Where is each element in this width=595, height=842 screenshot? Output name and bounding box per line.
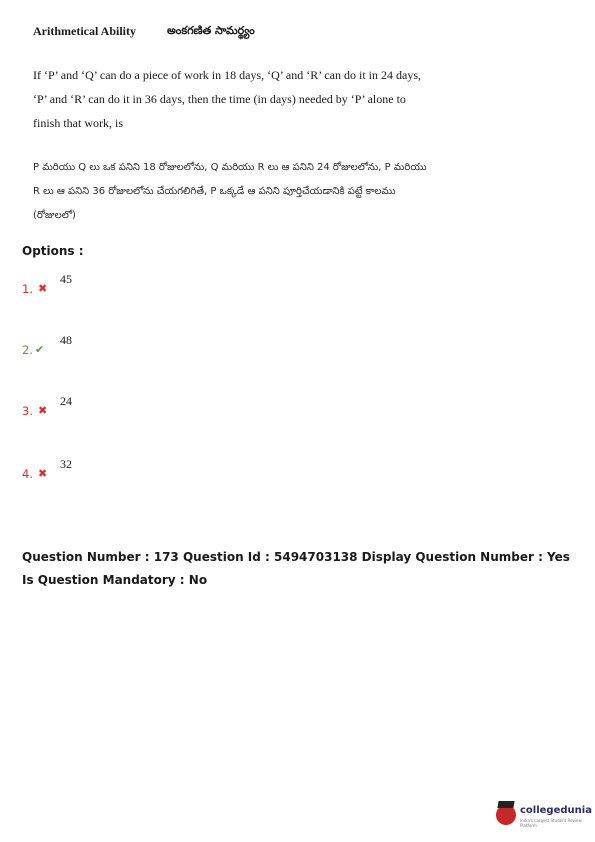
question-metadata: Question Number : 173 Question Id : 5494703138 Display Question Number : Yes Is Question Mandatory : No: [22, 550, 570, 587]
option-3[interactable]: [22, 394, 222, 434]
options-label: Options :: [22, 244, 84, 258]
collegedunia-logo[interactable]: [496, 801, 591, 831]
option-value: 45: [60, 272, 72, 286]
option-1[interactable]: [22, 272, 222, 312]
option-number: 4.: [22, 467, 33, 481]
option-number: 2.: [22, 343, 33, 357]
option-number: 3.: [22, 404, 33, 418]
option-4[interactable]: [22, 457, 222, 497]
wrong-cross-icon: ✖: [38, 467, 48, 480]
logo-mascot-icon: [496, 805, 516, 825]
correct-check-icon: ✔: [35, 343, 45, 356]
question-text-english: If ‘P’ and ‘Q’ can do a piece of work in 18 days, ‘Q’ and ‘R’ can do it in 24 days, ‘P’ and ‘R’ can do it in 36 days, then the time (in days) needed by ‘P’ alone to finish that work, is: [33, 68, 421, 130]
question-text-telugu: P మరియు Q లు ఒక పనిని 18 రోజులలోను, Q మరియు R లు ఆ పనిని 24 రోజులలోను, P మరియు R లు ఆ పనిని 36 రోజులలోను చేయగలిగితే, P ఒక్కడే ఆ పనిని పూర్తిచేయడానికి పట్టే కాలము (రోజులలో): [33, 162, 427, 221]
graduation-cap-icon: [497, 801, 514, 808]
option-number: 1.: [22, 282, 33, 296]
brand-tagline: India's Largest Student Review Platform: [520, 818, 582, 828]
option-2[interactable]: [22, 333, 222, 373]
brand-name: collegedunia: [520, 805, 592, 816]
question-header: [33, 24, 255, 39]
wrong-cross-icon: ✖: [38, 282, 48, 295]
option-value: 32: [60, 457, 72, 471]
subject-english: Arithmetical Ability: [33, 24, 136, 38]
option-value: 24: [60, 394, 72, 408]
option-value: 48: [60, 333, 72, 347]
wrong-cross-icon: ✖: [38, 404, 48, 417]
subject-telugu: అంకగణిత సామర్థ్యం: [167, 24, 255, 37]
